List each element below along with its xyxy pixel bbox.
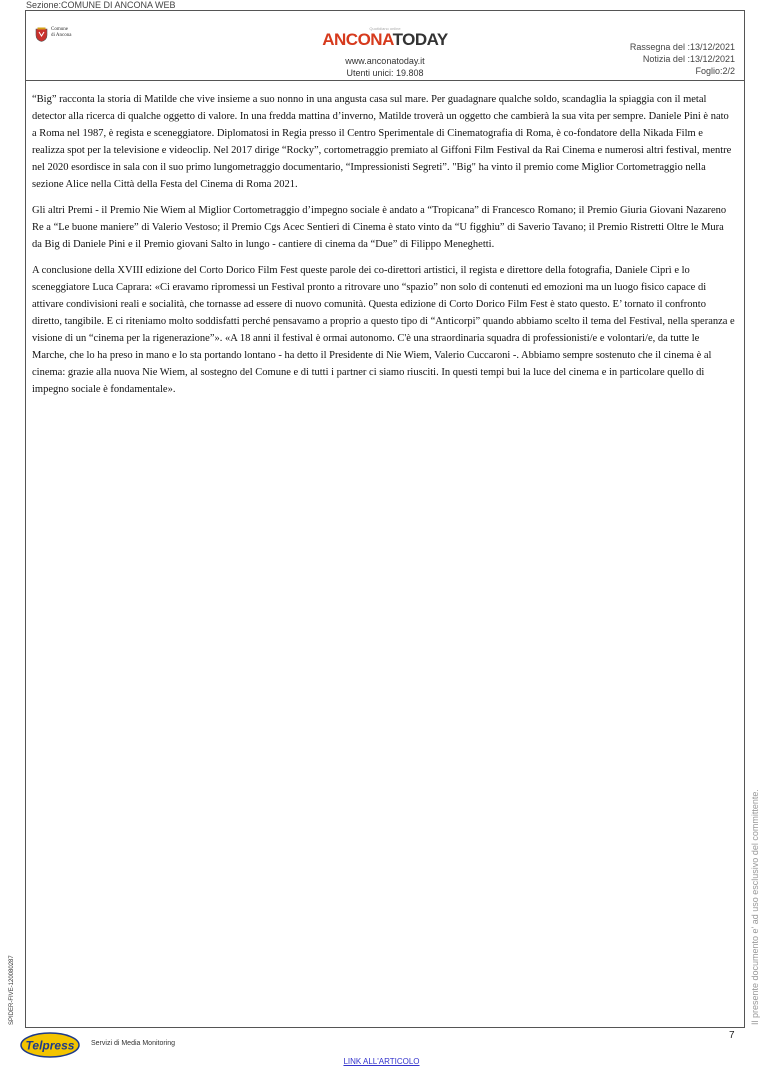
- rassegna-date: Rassegna del :13/12/2021: [629, 42, 735, 52]
- page-number: 7: [729, 1030, 735, 1041]
- article-link[interactable]: LINK ALL'ARTICOLO: [343, 1057, 420, 1066]
- article-paragraph: “Big” racconta la storia di Matilde che vive insieme a suo nonno in una angusta casa sul mare. Per guadagnare qualche soldo, scandaglia la spiaggia con il metal detector alla ricerca di qualche oggetto di valore. In una fredda mattina d’inverno, Matilde troverà un oggetto che cambierà la sua vita per sempre. Daniele Pini è nato a Roma nel 1987, è regista e sceneggiatore. Diplomatosi in Regia presso il Centro Sperimentale di Cinematografia di Roma, è co-fondatore della Nikada Film e realizza spot per la televisione e videoclip. Nel 2017 dirige “Rocky”, cortometraggio premiato al Giffoni Film Festival da Rai Cinema e numerosi altri festival, mentre nel 2020 esordisce in sala con il suo primo lungometraggio documentario, “Impressionisti Segreti”. "Big" ha vinto il premio come Miglior Cortometraggio nella sezione Alice nella Città della Festa del Cinema di Roma 2021.: [32, 94, 732, 190]
- brand-name-ancona: ANCONA: [322, 30, 393, 49]
- article-paragraph: Gli altri Premi - il Premio Nie Wiem al Miglior Cortometraggio d’impegno sociale è andato a “Tropicana” di Francesco Romano; il Premio Giuria Giovani Nazareno Re a “Le buone maniere” di Valerio Vestoso; il Premio Cgs Acec Sentieri di Cinema è stato vinto da “U figghiu” di Saverio Tavano; il Premio Ristretti Oltre le Mura da Big di Daniele Pini e il Premio giovani Salto in lungo - cantiere di cinema da “Due” di Filippo Meneghetti.: [32, 205, 727, 250]
- brand-name-today: TODAY: [392, 30, 448, 49]
- article-paragraph: A conclusione della XVIII edizione del Corto Dorico Film Fest queste parole dei co-direttori artistici, il regista e direttore della fotografia, Daniele Ciprì e lo sceneggiatore Luca Caprara: «Ci eravamo ripromessi un Festival pronto a ritrovare uno “spazio” non solo di contenuti ed emozioni ma un luogo fisico capace di attivare condivisioni reali e socialità, che tornasse ad essere di nuovo comunità. Questa edizione di Corto Dorico Film Fest è stato questo. E’ tornato il confronto diretto, tangibile. E ci riteniamo molto soddisfatti perché pensavamo a proprio a questo tipo di “Anticorpi” quando abbiamo scelto il tema del Festival, nella speranza e visione di un “cinema per la rigenerazione”». «A 18 anni il festival è ormai autonomo. C'è una straordinaria squadra di professionisti/e e volontari/e, da tutte le Marche, che lo ha preso in mano e lo sta portando lontano - ha detto il Presidente di Nie Wiem, Valerio Cuccaroni -. Abbiamo sempre sostenuto che il cinema è al cinema: grazie alla nuova Nie Wiem, al sostegno del Comune e di tutti i partner ci siamo riusciti. In questi tempi bui la luce del cinema e in particolare quello di impegno sociale è fondamentale».: [32, 265, 735, 395]
- source-website: www.anconatoday.it: [345, 56, 425, 66]
- usage-disclaimer: Il presente documento e' ad uso esclusivo del committente.: [750, 789, 760, 1025]
- document-code: SPIDER-FIVE-120080287: [9, 955, 15, 1025]
- press-clipping-frame: [25, 10, 745, 1028]
- notizia-date: Notizia del :13/12/2021: [642, 54, 735, 64]
- section-label: Sezione:COMUNE DI ANCONA WEB: [26, 0, 176, 10]
- clipping-meta: [630, 41, 735, 77]
- brand-tagline: Quotidiano online: [369, 26, 401, 31]
- sheet-number: Foglio:2/2: [695, 66, 735, 76]
- clipping-header: [26, 11, 744, 81]
- services-label: Servizi di Media Monitoring: [91, 1040, 176, 1047]
- comune-name-line1: Comune: [51, 27, 68, 32]
- telpress-logo-icon: [20, 1032, 80, 1058]
- telpress-logo-text: Telpress: [25, 1038, 75, 1053]
- comune-name-line2: di Ancona: [51, 33, 72, 38]
- unique-users: Utenti unici: 19.808: [346, 68, 424, 78]
- article-body: [32, 91, 735, 407]
